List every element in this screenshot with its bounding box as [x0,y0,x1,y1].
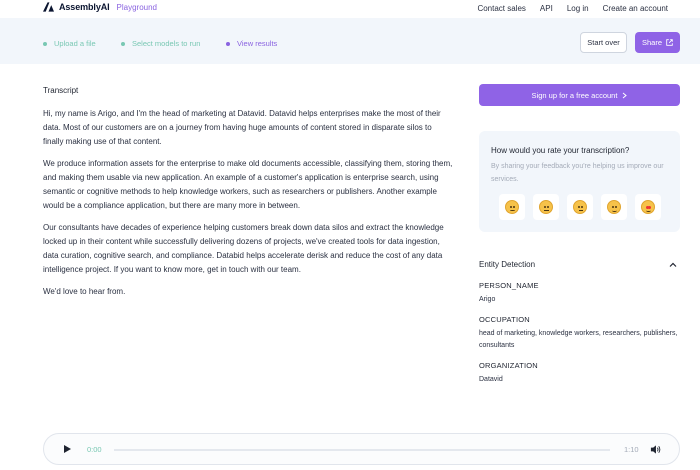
step-dot [43,42,47,46]
entity-value-occupation: head of marketing, knowledge workers, researchers, publishers, consultants [479,330,678,349]
neutral-icon [539,200,553,214]
brand-name: AssemblyAI [59,2,110,12]
nav-api-link[interactable]: API [539,4,553,13]
transcript-paragraph: Our consultants have decades of experience helping customers break down data silos and extract the knowledge locked up in their content while successfully delivering dozens of projects, we've created tools for data ingestion, data curation, cognitive search, and compliance. Databid helps accelerate derisk and reduce the cost of any data intelligence project. If you want to know more, get in touch with our team. [43,223,444,274]
entity-label-person-name: PERSON_NAME [479,281,539,290]
seek-bar[interactable] [114,449,610,451]
rating-unsure-button[interactable] [567,194,593,220]
unsure-icon [573,200,587,214]
very-unhappy-icon [505,200,519,214]
step-select-models[interactable] [121,39,200,48]
audio-player [43,433,680,465]
nav-create-account-link[interactable]: Create an account [602,4,668,13]
transcript-title: Transcript [43,86,79,95]
entity-detection-title: Entity Detection [479,260,536,269]
chevron-up-icon[interactable] [669,261,677,269]
share-button[interactable] [635,32,680,53]
step-upload[interactable] [43,39,96,48]
entity-value-person-name: Arigo [479,296,496,303]
duration: 1:10 [624,445,639,454]
step-view-results[interactable] [226,39,277,48]
nav-links [477,4,668,13]
top-nav [0,0,700,18]
rating-card [479,131,680,232]
transcript-body [43,107,453,307]
rating-star-struck-button[interactable] [635,194,661,220]
rating-neutral-button[interactable] [533,194,559,220]
logo[interactable] [43,2,157,12]
step-label: Upload a file [54,39,96,48]
transcript-paragraph: We produce information assets for the enterprise to make old documents accessible, classifying them, storing them, and making them usable via new application. An example of a customer's application is enterprise search, using semantic or cognitive methods to help knowledge workers, such as researchers or publishers. Another example would be a compliance application, but there are many more in between. [43,159,453,210]
rating-title: How would you rate your transcription? [491,146,630,155]
transcript-paragraph: We'd love to hear from. [43,287,126,296]
entity-label-occupation: OCCUPATION [479,315,530,324]
play-icon[interactable] [64,445,71,453]
signup-button[interactable] [479,84,680,106]
step-dot [121,42,125,46]
transcript-paragraph: Hi, my name is Arigo, and I'm the head of marketing at Datavid. Datavid helps enterprises make the most of their data. Most of our customers are on a journey from having huge amounts of content stored in disparate silos to finally making use of that content. [43,109,441,146]
assemblyai-logo-icon [43,2,54,12]
brand-subtitle: Playground [116,2,158,12]
chevron-right-icon [622,92,627,99]
step-label: Select models to run [132,39,201,48]
rating-options [499,194,661,220]
share-label: Share [641,38,662,47]
entity-label-organization: ORGANIZATION [479,361,538,370]
entity-detection-header[interactable] [479,260,680,269]
nav-log-in-link[interactable]: Log in [566,4,589,13]
star-struck-icon [641,200,655,214]
rating-subtitle: By sharing your feedback you're helping us improve our services. [491,163,664,183]
rating-very-unhappy-button[interactable] [499,194,525,220]
signup-label: Sign up for a free account [531,90,618,100]
external-link-icon [666,39,673,46]
nav-contact-sales-link[interactable]: Contact sales [477,4,526,13]
step-dot [226,42,230,46]
current-time: 0:00 [87,445,102,454]
entity-value-organization: Datavid [479,376,503,383]
start-over-button[interactable]: Start over [580,32,627,53]
rating-happy-button[interactable] [601,194,627,220]
happy-icon [607,200,621,214]
step-label: View results [237,39,278,48]
volume-icon[interactable] [650,444,661,455]
